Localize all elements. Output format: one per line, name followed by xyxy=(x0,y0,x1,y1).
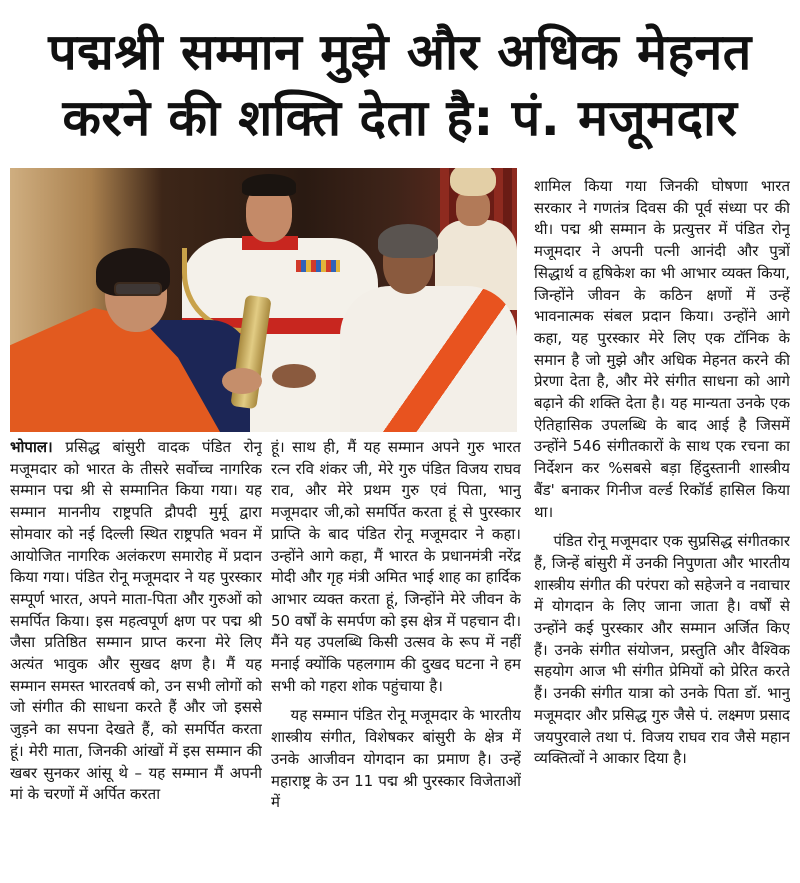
article-column-2 xyxy=(271,437,521,877)
honoree-hand xyxy=(222,368,262,394)
dateline: भोपाल। xyxy=(10,438,53,456)
article-paragraph-text: प्रसिद्ध बांसुरी वादक पंडित रोनू मजूमदार को भारत के तीसरे सर्वोच्च नागरिक सम्मान पद्म श्री से सम्मानित किया गया। यह सम्मान माननीय राष्ट्रपति द्रौपदी मुर्मू द्वारा सोमवार को नई दिल्ली स्थित राष्ट्रपति भवन में आयोजित नागरिक अलंकरण समारोह में प्रदान किया गया। पंडित रोनू मजूमदार ने यह पुरस्कार सम्पूर्ण भारत, अपने माता-पिता और गुरुओं को समर्पित किया। इस महत्वपूर्ण क्षण पर पद्म श्री जैसा प्रतिष्ठित सम्मान प्राप्त करना मेरे लिए अत्यंत भावुक और सुखद क्षण है। मैं यह सम्मान समस्त भारतवर्ष को, उन सभी लोगों को जो संगीत की साधना करते हैं और जो इससे जुड़ने का सपना देखते हैं, को समर्पित करता हूं। मेरी माता, जिनकी आंखों में इस सम्मान की खबर सुनकर आंसू थे – यह सम्मान मैं अपनी मां के चरणों में अर्पित करता xyxy=(10,438,262,804)
article-paragraph: शामिल किया गया जिनकी घोषणा भारत सरकार ने गणतंत्र दिवस की पूर्व संध्या पर की थी। पद्म श्री सम्मान के प्रत्युत्तर में पंडित रोनू मजूमदार ने अपनी पत्नी आनंदी और पुत्रों सिद्धार्थ व हृषिकेश का भी आभार व्यक्त किया, जिन्होंने जीवन के कठिन क्षणों में उन्हें भावनात्मक संबल प्रदान किया। उन्होंने आगे कहा, यह पुरस्कार मेरे लिए एक टॉनिक के समान है जो मुझे और अधिक मेहनत करने की प्रेरणा देता है, और मेरे संगीत साधना को आगे बढ़ाने की शक्ति देता है। यह मान्यता उनके एक ऐतिहासिक उपलब्धि के बाद आई है जिसमें उन्होंने 546 संगीतकारों के साथ एक रचना का निर्देशन कर %सबसे बड़ा हिंदुस्तानी शास्त्रीय बैंड' बनाकर गिनीज वर्ल्ड रिकॉर्ड हासिल किया था। xyxy=(534,177,790,521)
award-ceremony-photo xyxy=(10,168,517,432)
honoree-glasses xyxy=(114,282,162,296)
president-hand xyxy=(272,364,316,388)
president-figure-saree xyxy=(340,286,517,432)
article-paragraph: पंडित रोनू मजूमदार एक सुप्रसिद्ध संगीतकार हैं, जिन्हें बांसुरी में उनकी निपुणता और भारतीय शास्त्रीय संगीत की परंपरा को सहेजने व नवाचार में योगदान के लिए जाना जाता है। वर्षों से उन्होंने कई पुरस्कार और सम्मान अर्जित किए हैं। उनके संगीत संयोजन, प्रस्तुति और वैश्विक सहयोग आज भी संगीत प्रेमियों को प्रेरित करते हैं। उनकी संगीत यात्रा को उनके पिता डॉ. भानु मजूमदार और प्रसिद्ध गुरु जैसे पं. लक्ष्मण प्रसाद जयपुरवाले तथा पं. विजय राघव राव जैसे महान व्यक्तित्वों ने आकार दिया है। xyxy=(534,532,790,768)
president-figure-hair xyxy=(378,224,438,258)
article-paragraph xyxy=(10,437,262,806)
headline-line-2: करने की शक्ति देता है: पं. मजूमदार xyxy=(62,89,738,147)
aide-de-camp-hair xyxy=(242,174,296,196)
article-column-1 xyxy=(10,437,262,877)
aide-de-camp-medals xyxy=(296,260,340,272)
article-paragraph: हूं। साथ ही, मैं यह सम्मान अपने गुरु भारत रत्न रवि शंकर जी, मेरे गुरु पंडित विजय राघव राव, और मेरे प्रथम गुरु एवं पिता, भानु मजूमदार जी,को समर्पित करता हूं से पुरस्कार प्राप्ति के बाद पंडित रोनू मजूमदार ने कहा। उन्होंने आगे कहा, मैं भारत के प्रधानमंत्री नरेंद्र मोदी और गृह मंत्री अमित भाई शाह का हार्दिक आभार व्यक्त करता हूं, जिन्होंने मेरे जीवन के 50 वर्षों के समर्पण को इस क्षेत्र में पहचान दी। मैंने यह उपलब्धि किसी उत्सव के रूप में नहीं मनाई क्योंकि पहलगाम की दुखद घटना ने हम सभी को गहरा शोक पहुंचाया है। xyxy=(271,438,521,695)
article-column-3 xyxy=(534,176,790,876)
guard-figure-turban xyxy=(450,168,496,196)
article-paragraph: यह सम्मान पंडित रोनू मजूमदार के भारतीय शास्त्रीय संगीत, विशेषकर बांसुरी के क्षेत्र में उनके आजीवन योगदान का प्रमाण है। उन्हें महाराष्ट्र के उन 11 पद्म श्री पुरस्कार विजेताओं में xyxy=(271,706,521,812)
headline-line-1: पद्मश्री सम्मान मुझे और अधिक मेहनत xyxy=(48,23,752,81)
